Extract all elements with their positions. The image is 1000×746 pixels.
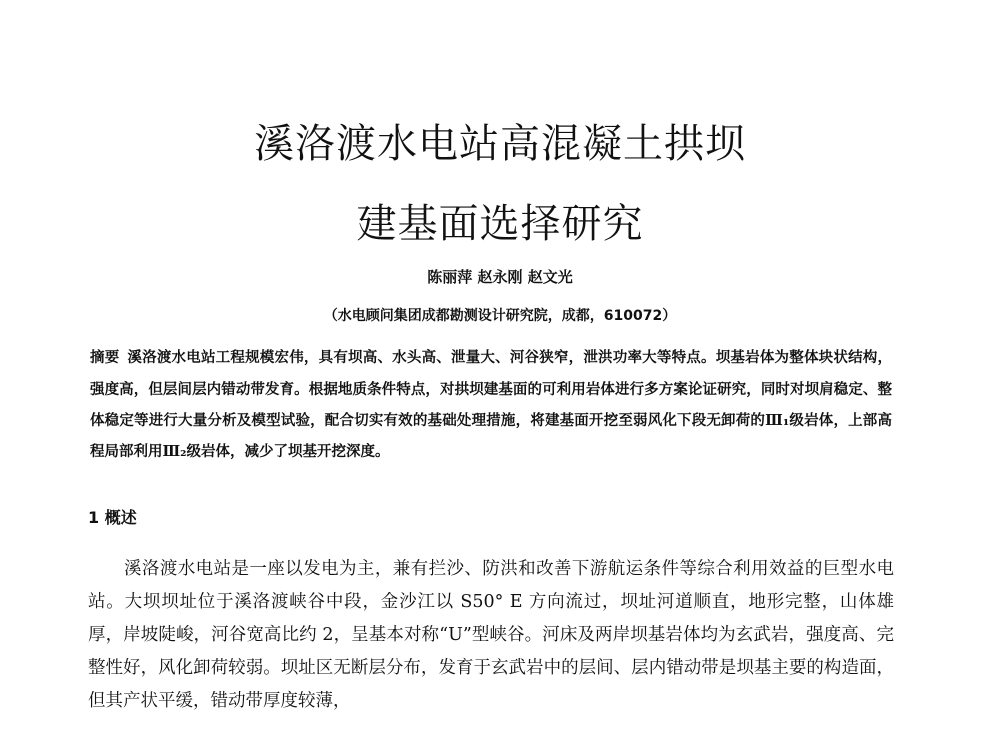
body-paragraph: 溪洛渡水电站是一座以发电为主，兼有拦沙、防洪和改善下游航运条件等综合利用效益的巨型水电站。大坝坝址位于溪洛渡峡谷中段，金沙江以 S50° E 方向流过，坝址河道顺直，地形完整，山体雄厚，岸坡陡峻，河谷宽高比约 2，呈基本对称“U”型峡谷。河床及两岸坝基岩体均为玄武岩，强度高、完整性好，风化卸荷较弱。坝址区无断层分布，发育于玄武岩中的层间、层内错动带是坝基主要的构造面，但其产状平缓，错动带厚度较薄， [88,559,894,711]
abstract-block [90,342,892,467]
abstract-text: 溪洛渡水电站工程规模宏伟，具有坝高、水头高、泄量大、河谷狭窄，泄洪功率大等特点。坝基岩体为整体块状结构，强度高，但层间层内错动带发育。根据地质条件特点，对拱坝建基面的可利用岩体进行多方案论证研究，同时对坝肩稳定、整体稳定等进行大量分析及模型试验，配合切实有效的基础处理措施，将建基面开挖至弱风化下段无卸荷的Ⅲ₁级岩体，上部高程局部利用Ⅲ₂级岩体，减少了坝基开挖深度。 [90,349,893,460]
section-heading: 1 概述 [88,508,137,527]
affiliation: （水电顾问集团成都勘测设计研究院，成都，610072） [323,308,677,324]
abstract-label: 摘要 [90,350,120,366]
title-line-1: 溪洛渡水电站高混凝土拱坝 [254,121,746,167]
title-line-2: 建基面选择研究 [356,201,644,247]
author-list: 陈丽萍 赵永刚 赵文光 [427,268,573,286]
